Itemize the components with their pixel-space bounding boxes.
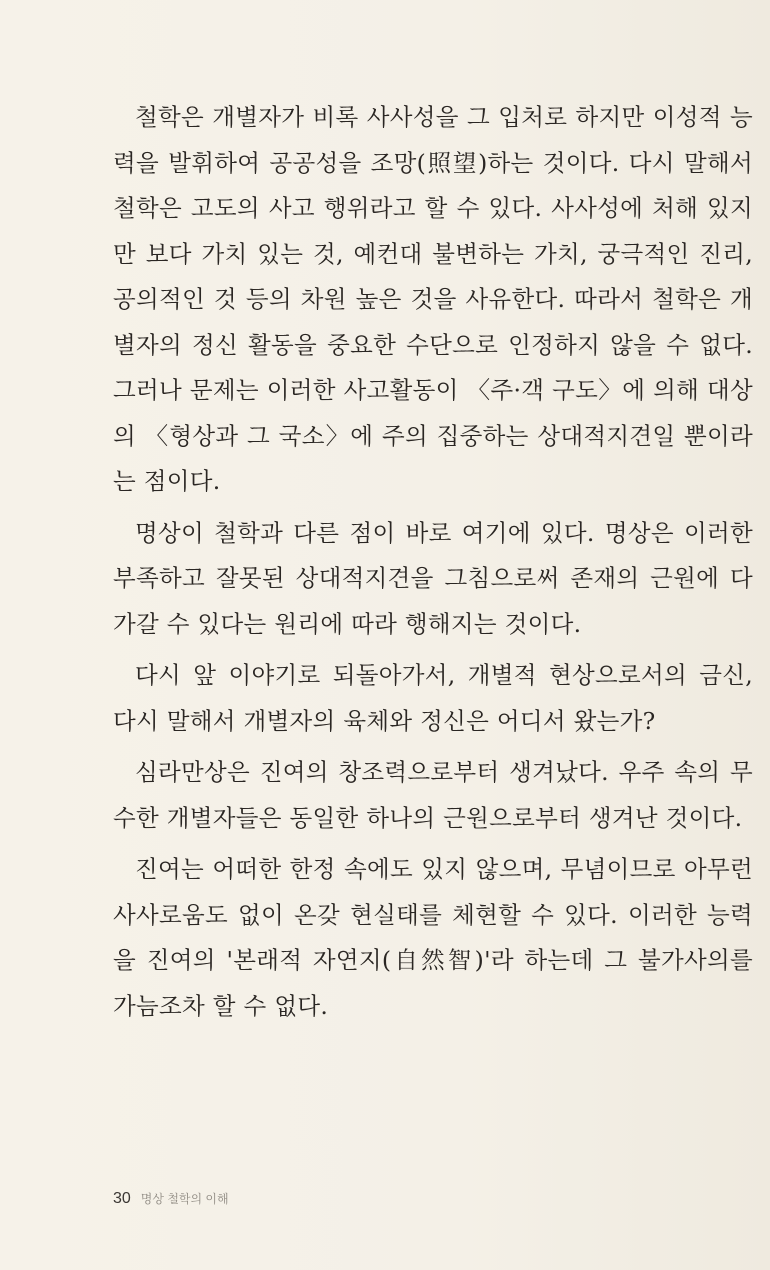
page-number: 30 (113, 1190, 131, 1207)
paragraph-creation: 심라만상은 진여의 창조력으로부터 생겨났다. 우주 속의 무수한 개별자들은 동일한 하나의 근원으로부터 생겨난 것이다. (113, 758, 753, 832)
paragraph-origin-question: 다시 앞 이야기로 되돌아가서, 개별적 현상으로서의 금신, 다시 말해서 개별자의 육체와 정신은 어디서 왔는가? (113, 661, 753, 735)
running-title: 명상 철학의 이해 (140, 1192, 229, 1206)
body-text (113, 95, 753, 1029)
paragraph-meditation: 명상이 철학과 다른 점이 바로 여기에 있다. 명상은 이러한 부족하고 잘못된 상대적지견을 그침으로써 존재의 근원에 다가갈 수 있다는 원리에 따라 행해지는 것이다. (113, 518, 753, 638)
paragraph-jinyeo: 진여는 어떠한 한정 속에도 있지 않으며, 무념이므로 아무런 사사로움도 없이 온갖 현실태를 체현할 수 있다. 이러한 능력을 진여의 '본래적 자연지(自然智)'라 하는데 그 불가사의를 가늠조차 할 수 없다. (113, 855, 753, 1020)
page-footer (113, 1190, 229, 1208)
paragraph-philosophy: 철학은 개별자가 비록 사사성을 그 입처로 하지만 이성적 능력을 발휘하여 공공성을 조망(照望)하는 것이다. 다시 말해서 철학은 고도의 사고 행위라고 할 수 있다. 사사성에 처해 있지만 보다 가치 있는 것, 예컨대 불변하는 가치, 궁극적인 진리, 공의적인 것 등의 차원 높은 것을 사유한다. 따라서 철학은 개별자의 정신 활동을 중요한 수단으로 인정하지 않을 수 없다. 그러나 문제는 이러한 사고활동이 〈주·객 구도〉에 의해 대상의 〈형상과 그 국소〉에 주의 집중하는 상대적지견일 뿐이라는 점이다. (113, 103, 753, 495)
